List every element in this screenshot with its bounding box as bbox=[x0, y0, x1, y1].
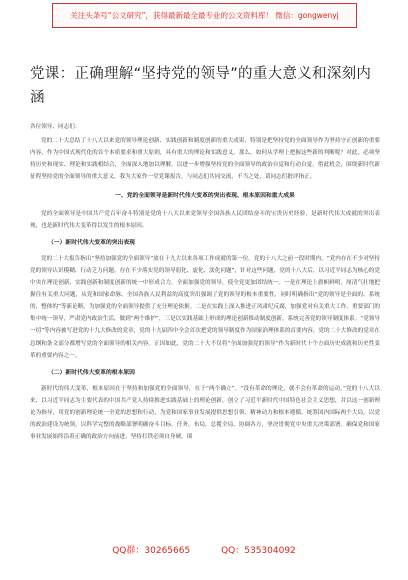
subsection-heading-1: （一）新时代伟大变革的突出表现 bbox=[48, 239, 135, 246]
subsection-paragraph-2: 新时代的伟大变革，根本原因在于坚持和加强党的全面领导，在于“两个确立”。“没有革命的理论，就不会有革命的运动。”党的十八大以来，以习近平同志为主要代表的中国共产党人持续推进实践基础上的理论创新，创立了习近平新时代中国特色社会主义思想，并以这一创新理论为指导，用党的创新理论统一全党的思想和行动，为党和国家事业发展提供思想引领、精神动力和根本遵循。统筹国内国际两个大局，以党的政治建设为统领，以科学完整的战略部署明确奋斗目标、任务、布局，总揽全局、协调各方，坚决贯彻党中央重大决策部署。确保党和国家事业发展始终沿着正确的政治方向前进。坚持打铁必须自身硬，围 bbox=[30, 385, 380, 441]
subsection-paragraph-1: 党的二十大报告指出“坚持加强党的全面领导”放在十九大以来各项工作成就的第一位。党的十八大之前一段时期内，“党内存在不少对坚持党的领导认识模糊、行动乏力问题，存在不少落实党的领导弱化、虚化、淡化问题”，针对这些问题，党的十八大后，以习近平同志为核心的党中央在理论创新、实践创新和制度创新的统一中形成合力，全面加强党的领导，使全党更加团结统一。一是在理论上旗帜鲜明，厘清气壮地把握住有关重大问题，从党和国家命脉、全国各族人民利益的高度突出强调了党的领导的根本重要性，同时明确指出“党的领导是全面的、系统的、整体的”等新论断，为加强党的全面领导提供了充分理论依据。二是在实践上深入推进正风肃纪反腐，加强党对有关重大工作、重要部门的集中统一领导，严肃党内政治生活，做到“两个维护”，三是以实践基础上形成的理论创新推动制度创新，系统完善党的领导制度体系。“党领导一切”等内容被写进党的十九大修改的党章，党的十九届四中全会首次把党的领导制度作为国家治理体系的首要内容，党的二十大修改的党章在总纲和条文部分都增写党的全面领导的相关内容。正因如此，党的二十大不仅将“全面加强党的领导”作为新时代十个方面历史成就和历史性变革的重要内容之一。 bbox=[30, 255, 380, 359]
subsection-heading-2: （二）新时代伟大变革的根本原因 bbox=[48, 369, 135, 376]
salutation: 各位领导、同志们： bbox=[30, 124, 81, 130]
section-intro-paragraph: 党的全面领导是中国共产党百年奋斗特别是党的十八大以来党领导全国各族人民团结奋斗的宝贵历史经验，是新时代伟大成就的突出表现，也是新时代伟大变革得以发生的根本原因。 bbox=[30, 210, 380, 229]
promo-banner: 关注头条号“公文研究”，获得最新最全最专业的公文资料库！ 微信：gongwenyj bbox=[52, 3, 357, 28]
intro-paragraph: 党的二十大总结了十八大以来党的领导理论创新、实践创新和制度创新的重大成果，特别是把坚持党的全面领导作为坚持守正创新的重要内容，作为中国式现代化的首个本质要求和重大原则，具有重大的理论和实践意义。那么，如何从学理上把握这些新的判断呢？对此，必须坚持历史和现实、理论和实践相结合，全面深入地加以理解。以进一步增强坚持党的全面领导的政治自觉和行动自觉。借此机会，围绕新时代新征程坚持党的全面领导的重大意义，我为大家作一堂党课报告，与同志们共同交流，不当之处，请同志们批评指正。 bbox=[30, 138, 380, 181]
contact-footer bbox=[0, 543, 408, 556]
qq-text: QQ：535304092 bbox=[221, 546, 296, 556]
qq-group-text: QQ群：30265665 bbox=[112, 546, 191, 556]
section-heading: 一、党的全面领导是新时代伟大变革的突出表现、根本原因和重大成果 bbox=[115, 193, 295, 200]
page-title: 党课：正确理解“坚持党的领导”的重大意义和深刻内涵 bbox=[30, 66, 372, 106]
document-body bbox=[30, 121, 380, 443]
